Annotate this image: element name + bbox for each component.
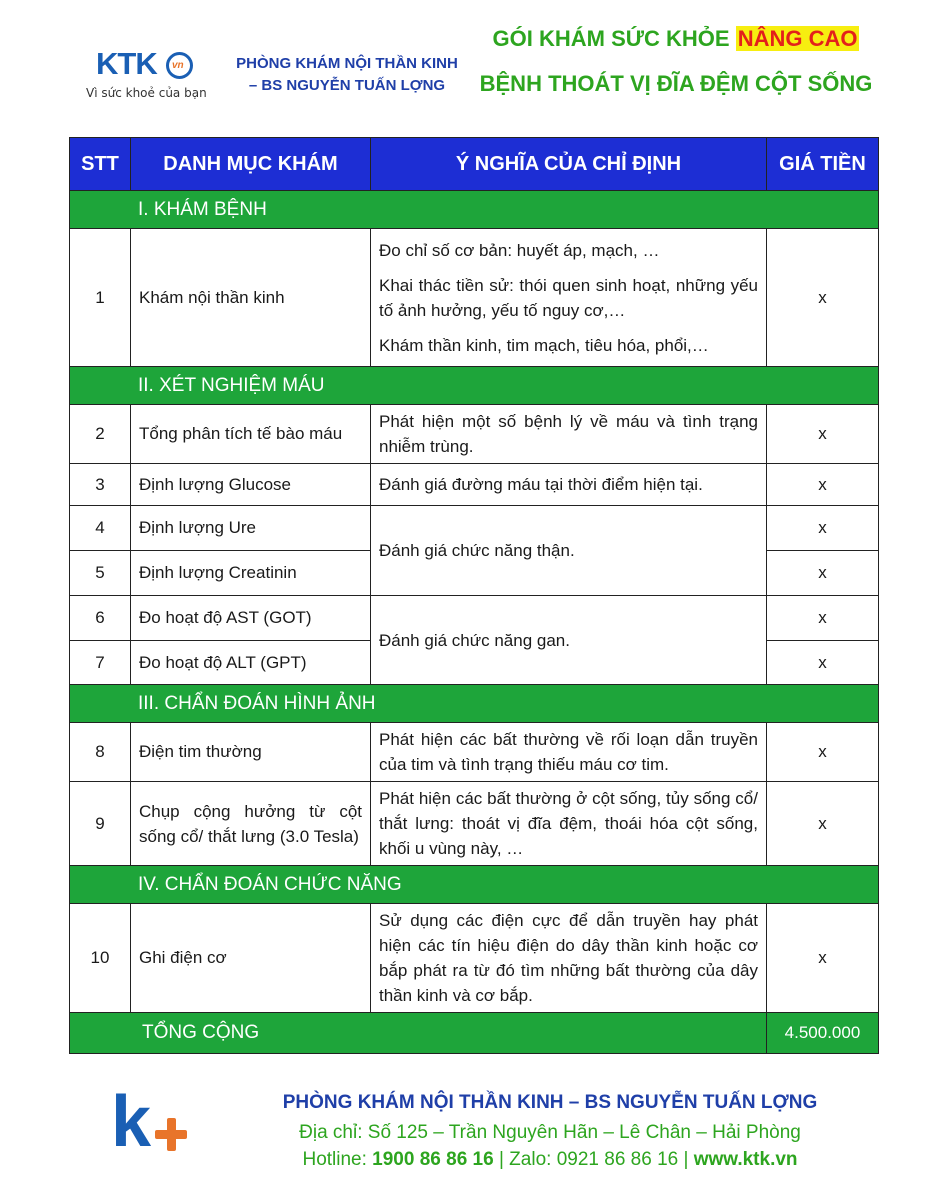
exam-package-table [69,137,879,1054]
cell-meaning: Đánh giá chức năng gan. [371,596,767,685]
cell-meaning: Phát hiện các bất thường ở cột sống, tủy sống cổ/ thắt lưng: thoát vị đĩa đệm, thoái hóa cột sống, khối u vùng này, … [371,782,767,866]
cell-price: x [767,641,879,685]
cell-stt: 2 [70,405,131,464]
k-letter-icon: k [111,1082,152,1162]
cell-stt: 8 [70,723,131,782]
table-row [70,904,879,1013]
table-row [70,506,879,551]
clinic-title-line2: – BS NGUYỄN TUẤN LỢNG [248,77,446,94]
website-link[interactable]: www.ktk.vn [693,1149,798,1170]
section-row [70,191,879,229]
table-row [70,405,879,464]
cell-price: x [767,723,879,782]
cell-stt: 9 [70,782,131,866]
section-title: IV. CHẨN ĐOÁN CHỨC NĂNG [70,866,879,904]
package-title-highlight: NÂNG CAO [737,26,858,51]
cell-price: x [767,464,879,506]
section-title: II. XÉT NGHIỆM MÁU [70,367,879,405]
cell-name: Định lượng Ure [131,506,371,551]
section-row [70,367,879,405]
total-row [70,1013,879,1054]
cell-price: x [767,596,879,641]
table-row [70,596,879,641]
cell-stt: 6 [70,596,131,641]
ktk-logo [86,44,207,102]
cell-name: Chụp cộng hưởng từ cột sống cổ/ thắt lưng (3.0 Tesla) [131,782,371,866]
table-row [70,723,879,782]
meaning-line: Đo chỉ số cơ bản: huyết áp, mạch, … [379,240,660,260]
clinic-title-line1: PHÒNG KHÁM NỘI THẦN KINH [236,55,458,72]
footer-address: Địa chỉ: Số 125 – Trần Nguyên Hãn – Lê Chân – Hải Phòng [299,1122,801,1143]
table-row [70,782,879,866]
table-row [70,464,879,506]
header-meaning: Ý NGHĨA CỦA CHỈ ĐỊNH [371,138,767,191]
cell-name: Điện tim thường [131,723,371,782]
k-plus-logo [111,1082,191,1162]
cell-price: x [767,782,879,866]
section-row [70,866,879,904]
zalo-info: | Zalo: 0921 86 86 16 | [493,1149,694,1170]
cell-stt: 3 [70,464,131,506]
header-name: DANH MỤC KHÁM [131,138,371,191]
cell-name: Khám nội thần kinh [131,229,371,367]
logo-brand: KTK [96,46,157,81]
cell-name: Ghi điện cơ [131,904,371,1013]
section-row [70,685,879,723]
cell-meaning: Đánh giá chức năng thận. [371,506,767,596]
table-row [70,229,879,367]
cell-meaning: Phát hiện các bất thường về rối loạn dẫn truyền của tim và tình trạng thiếu máu cơ tim. [371,723,767,782]
clinic-title [212,53,482,97]
cell-price: x [767,229,879,367]
header-price: GIÁ TIỀN [767,138,879,191]
table-header-row [70,138,879,191]
hotline-label: Hotline: [302,1149,373,1170]
footer-contact [210,1149,890,1171]
cell-name: Định lượng Creatinin [131,551,371,596]
section-title: I. KHÁM BỆNH [70,191,879,229]
package-title [470,26,882,52]
logo-slogan: Vì sức khoẻ của bạn [86,86,207,100]
cell-name: Đo hoạt độ AST (GOT) [131,596,371,641]
cell-stt: 1 [70,229,131,367]
cell-price: x [767,506,879,551]
total-label: TỔNG CỘNG [70,1013,767,1054]
logo-suffix: vn [172,60,184,71]
package-title-prefix: GÓI KHÁM SỨC KHỎE [492,26,736,51]
cell-name: Đo hoạt độ ALT (GPT) [131,641,371,685]
cell-stt: 5 [70,551,131,596]
cell-stt: 7 [70,641,131,685]
cell-stt: 10 [70,904,131,1013]
cell-meaning [371,229,767,367]
hotline-number[interactable]: 1900 86 86 16 [372,1149,494,1170]
cell-stt: 4 [70,506,131,551]
cell-name: Định lượng Glucose [131,464,371,506]
total-price: 4.500.000 [767,1013,879,1054]
plus-icon [167,1118,176,1151]
disease-title: BỆNH THOÁT VỊ ĐĨA ĐỆM CỘT SỐNG [479,71,873,96]
header-stt: STT [70,138,131,191]
cell-price: x [767,405,879,464]
meaning-line: Khai thác tiền sử: thói quen sinh hoạt, những yếu tố ảnh hưởng, yếu tố nguy cơ,… [379,275,758,320]
cell-meaning: Đánh giá đường máu tại thời điểm hiện tại. [371,464,767,506]
cell-meaning: Phát hiện một số bệnh lý về máu và tình trạng nhiễm trùng. [371,405,767,464]
logo-circle-icon [166,52,193,79]
cell-meaning: Sử dụng các điện cực để dẫn truyền hay phát hiện các tín hiệu điện do dây thần kinh hoặc cơ bắp phát ra từ đó tìm những bất thường của dây thần kinh và cơ bắp. [371,904,767,1013]
cell-name: Tổng phân tích tế bào máu [131,405,371,464]
footer-clinic-name: PHÒNG KHÁM NỘI THẦN KINH – BS NGUYỄN TUẤN LỢNG [282,1092,818,1113]
cell-price: x [767,551,879,596]
meaning-line: Khám thần kinh, tim mạch, tiêu hóa, phổi,… [379,335,709,355]
section-title: III. CHẨN ĐOÁN HÌNH ẢNH [70,685,879,723]
cell-price: x [767,904,879,1013]
